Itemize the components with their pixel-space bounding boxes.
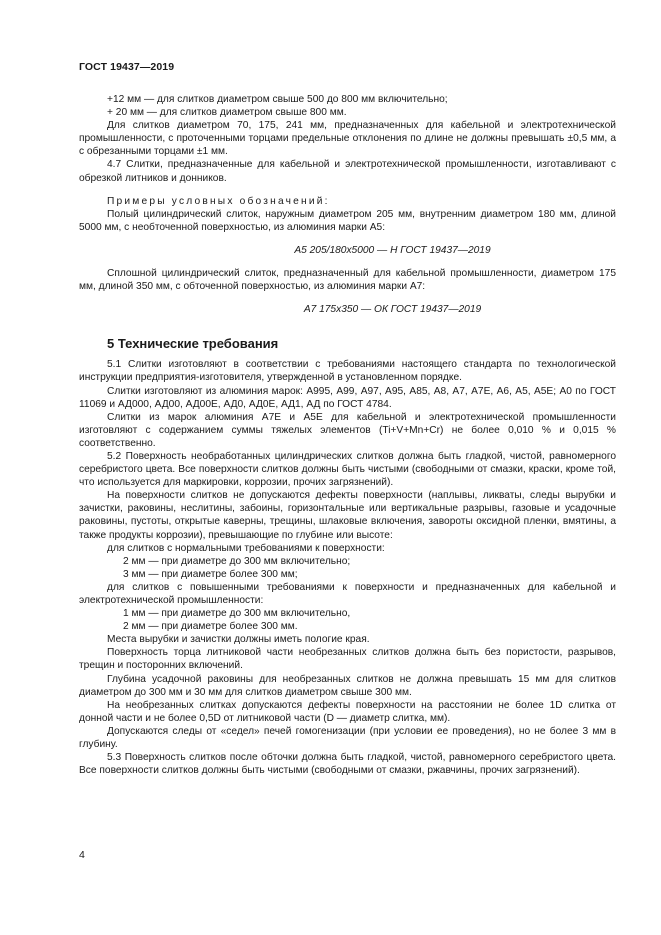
paragraph: Допускаются следы от «седел» печей гомогенизации (при условии ее проведения), но не более 3 мм в глубину. — [79, 725, 616, 751]
paragraph: На необрезанных слитках допускаются дефекты поверхности на расстоянии не более 1D слитка от донной части и не более 0,5D от литниковой части (D — диаметр слитка, мм). — [79, 699, 616, 724]
designation-example: А7 175х350 — ОК ГОСТ 19437—2019 — [303, 304, 482, 316]
paragraph: Для слитков диаметром 70, 175, 241 мм, предназначенных для кабельной и электротехнической промышленности, с проточенными торцами предельные отклонения по длине не должны превышать ±0,5 мм, а с обрезанными торцами ±1 мм. — [79, 120, 616, 158]
paragraph: Примеры условных обозначений: — [107, 195, 330, 207]
spacer — [79, 234, 616, 244]
paragraph: Сплошной цилиндрический слиток, предназначенный для кабельной промышленности, диаметром 175 мм, длиной 350 мм, с обточенной поверхностью, из алюминия марки А7: — [79, 268, 616, 293]
designation-example: А5 205/180х5000 — Н ГОСТ 19437—2019 — [294, 244, 491, 256]
spacer — [79, 316, 616, 326]
section-heading: 5 Технические требования — [107, 336, 279, 352]
paragraph: 5.1 Слитки изготовляют в соответствии с требованиями настоящего стандарта по технологической инструкции предприятия-изготовителя, утвержденной в установленном порядке. — [79, 359, 616, 384]
list-item: 2 мм — при диаметре более 300 мм. — [123, 621, 298, 633]
paragraph: 5.2 Поверхность необработанных цилиндрических слитков должна быть гладкой, чистой, равномерного серебристого цвета. Все поверхности слитков должны быть чистыми (свободными от смазки, краски, кроме той, что используется для маркировки, коррозии, прочих загрязнений). — [79, 450, 616, 489]
paragraph: Полый цилиндрический слиток, наружным диаметром 205 мм, внутренним диаметром 180 мм, длиной 5000 мм, с необточенной поверхностью, из алюминия марки А5: — [79, 208, 616, 233]
spacer — [79, 326, 616, 336]
paragraph: 5.3 Поверхность слитков после обточки должна быть гладкой, чистой, равномерного серебристого цвета. Все поверхности слитков должны быть чистыми (свободными от смазки, ржавчины, прочих загрязнений). — [79, 752, 616, 777]
document-body — [79, 93, 616, 777]
paragraph: Места вырубки и зачистки должны иметь пологие края. — [107, 634, 370, 646]
paragraph: +12 мм — для слитков диаметром свыше 500 до 800 мм включительно; — [107, 94, 448, 105]
list-item: 3 мм — при диаметре более 300 мм; — [123, 568, 298, 580]
spacer — [79, 257, 616, 267]
list-item: 2 мм — при диаметре до 300 мм включительно; — [123, 555, 351, 567]
spacer — [79, 293, 616, 303]
paragraph: Слитки из марок алюминия А7Е и А5Е для кабельной и электротехнической промышленности изготовляют с содержанием суммы тяжелых элементов (Ti+V+Mn+Cr) не более 0,010 % и 0,015 % соответственно. — [79, 411, 616, 449]
standard-header: ГОСТ 19437—2019 — [79, 61, 175, 73]
paragraph: На поверхности слитков не допускаются дефекты поверхности (наплывы, ликваты, следы вырубки и зачистки, раковины, неслитины, забоины, горизонтальные или вертикальные разрывы, газовые и усадочные раковины, пустоты, открытые каверны, трещины, шлаковые включения, завороты оксидной пленки, вмятины, а также продукты коррозии), превышающие по глубине или высоте: — [79, 490, 616, 541]
paragraph: для слитков с нормальными требованиями к поверхности: — [107, 542, 385, 554]
page-number: 4 — [79, 849, 85, 861]
paragraph: для слитков с повышенными требованиями к поверхности и предназначенных для кабельной и электротехнической промышленности: — [79, 581, 616, 606]
paragraph: 4.7 Слитки, предназначенные для кабельной и электротехнической промышленности, изготавливают с обрезкой литников и донников. — [79, 159, 616, 184]
paragraph: Слитки изготовляют из алюминия марок: А995, А99, А97, А95, А85, А8, А7, А7Е, А6, А5, А5Е; А0 по ГОСТ 11069 и АД000, АД00, АД00Е, АД0, АД0Е, АД1, АД по ГОСТ 4784. — [79, 385, 616, 410]
spacer — [79, 185, 616, 195]
paragraph: Глубина усадочной раковины для необрезанных слитков не должна превышать 15 мм для слитков диаметром до 300 мм и 30 мм для слитков диаметром свыше 300 мм. — [79, 673, 616, 698]
paragraph: Поверхность торца литниковой части необрезанных слитков должна быть без пористости, разрывов, трещин и посторонних включений. — [79, 647, 616, 672]
list-item: 1 мм — при диаметре до 300 мм включительно, — [123, 608, 351, 620]
paragraph: + 20 мм — для слитков диаметром свыше 800 мм. — [107, 107, 347, 119]
